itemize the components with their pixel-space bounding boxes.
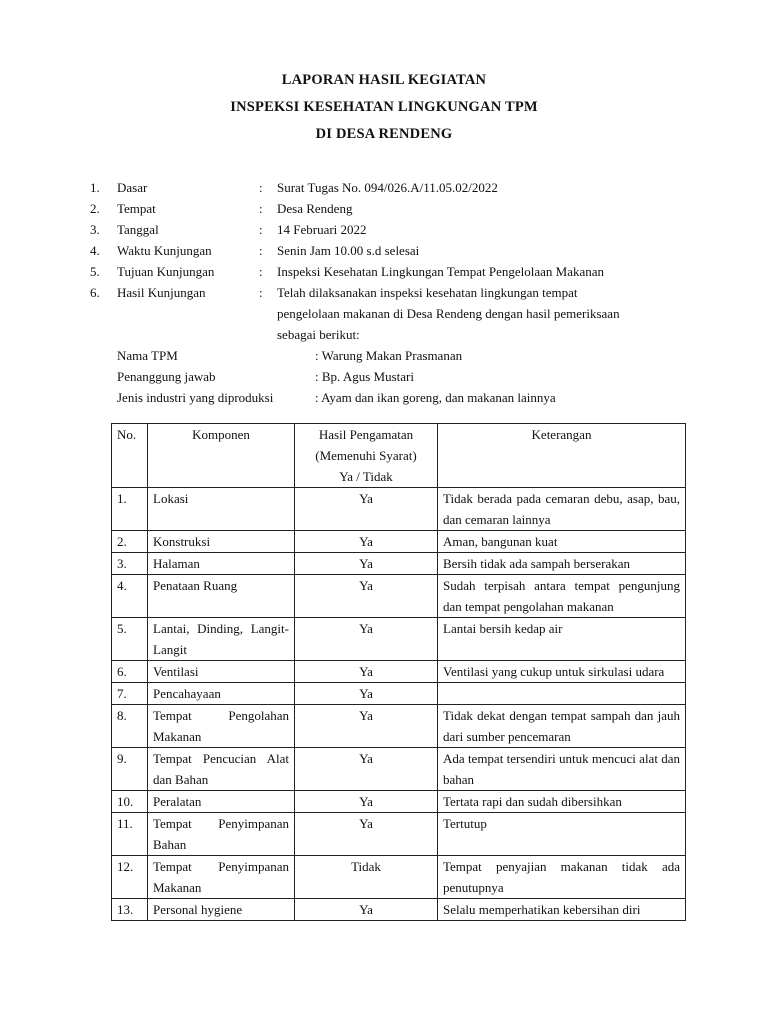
tpm-info-label: Nama TPM: [117, 348, 178, 363]
cell-hasil: Ya: [295, 488, 438, 531]
cell-no: 9.: [112, 748, 148, 791]
info-colon: :: [259, 243, 263, 258]
cell-hasil: Ya: [295, 531, 438, 553]
info-number: 2.: [90, 201, 100, 216]
cell-keterangan: Selalu memperhatikan kebersihan diri: [438, 899, 686, 921]
cell-keterangan: Aman, bangunan kuat: [438, 531, 686, 553]
cell-no: 4.: [112, 575, 148, 618]
table-row: [112, 856, 686, 899]
cell-hasil: Ya: [295, 899, 438, 921]
info-label: Waktu Kunjungan: [117, 243, 212, 258]
table-row: [112, 791, 686, 813]
cell-komponen: Ventilasi: [148, 661, 295, 683]
cell-keterangan: Ventilasi yang cukup untuk sirkulasi udara: [438, 661, 686, 683]
cell-no: 11.: [112, 813, 148, 856]
table-row: [112, 705, 686, 748]
cell-keterangan: [438, 683, 686, 705]
info-label: Dasar: [117, 180, 148, 195]
cell-komponen: Halaman: [148, 553, 295, 575]
cell-hasil: Ya: [295, 748, 438, 791]
inspection-table: [111, 423, 686, 921]
cell-komponen: Pencahayaan: [148, 683, 295, 705]
info-continuation-text: pengelolaan makanan di Desa Rendeng dengan hasil pemeriksaan: [277, 306, 620, 321]
report-title: LAPORAN HASIL KEGIATAN: [281, 72, 487, 88]
cell-keterangan: Tertata rapi dan sudah dibersihkan: [438, 791, 686, 813]
table-row: [112, 748, 686, 791]
info-label: Hasil Kunjungan: [117, 285, 206, 300]
cell-keterangan: Tidak berada pada cemaran debu, asap, bau, dan cemaran lainnya: [438, 488, 686, 531]
cell-komponen: Peralatan: [148, 791, 295, 813]
info-continuation-text: sebagai berikut:: [277, 327, 360, 342]
info-label: Tanggal: [117, 222, 159, 237]
cell-komponen: Lokasi: [148, 488, 295, 531]
cell-komponen: Personal hygiene: [148, 899, 295, 921]
info-label: Tujuan Kunjungan: [117, 264, 215, 279]
info-colon: :: [259, 285, 263, 300]
info-value: Desa Rendeng: [277, 201, 353, 216]
cell-no: 12.: [112, 856, 148, 899]
header-komponen: Komponen: [148, 424, 295, 488]
table-row: [112, 618, 686, 661]
header-no: No.: [112, 424, 148, 488]
info-value: 14 Februari 2022: [277, 222, 367, 237]
cell-hasil: Ya: [295, 575, 438, 618]
table-header-row: [112, 424, 686, 488]
header-hasil: [295, 424, 438, 488]
info-colon: :: [259, 222, 263, 237]
cell-komponen: Tempat Pengolahan Makanan: [148, 705, 295, 748]
cell-keterangan: Tempat penyajian makanan tidak ada penutupnya: [438, 856, 686, 899]
tpm-info-value: : Ayam dan ikan goreng, dan makanan lainnya: [315, 390, 556, 405]
header-hasil-line: Ya / Tidak: [339, 469, 393, 484]
cell-hasil: Ya: [295, 618, 438, 661]
cell-no: 10.: [112, 791, 148, 813]
table-row: [112, 813, 686, 856]
cell-komponen: Konstruksi: [148, 531, 295, 553]
tpm-info-label: Penanggung jawab: [117, 369, 216, 384]
cell-komponen: Tempat Penyimpanan Makanan: [148, 856, 295, 899]
cell-keterangan: Bersih tidak ada sampah berserakan: [438, 553, 686, 575]
info-number: 6.: [90, 285, 100, 300]
tpm-info-label: Jenis industri yang diproduksi: [117, 390, 274, 405]
cell-komponen: Lantai, Dinding, Langit-Langit: [148, 618, 295, 661]
cell-no: 2.: [112, 531, 148, 553]
table-row: [112, 531, 686, 553]
cell-hasil: Ya: [295, 791, 438, 813]
table-row: [112, 488, 686, 531]
cell-hasil: Tidak: [295, 856, 438, 899]
cell-no: 1.: [112, 488, 148, 531]
cell-no: 7.: [112, 683, 148, 705]
report-subtitle: INSPEKSI KESEHATAN LINGKUNGAN TPM: [230, 99, 538, 115]
info-colon: :: [259, 201, 263, 216]
table-row: [112, 575, 686, 618]
header-hasil-line: (Memenuhi Syarat): [315, 448, 417, 463]
cell-no: 8.: [112, 705, 148, 748]
cell-keterangan: Tidak dekat dengan tempat sampah dan jauh dari sumber pencemaran: [438, 705, 686, 748]
cell-keterangan: Ada tempat tersendiri untuk mencuci alat dan bahan: [438, 748, 686, 791]
cell-no: 13.: [112, 899, 148, 921]
cell-keterangan: Sudah terpisah antara tempat pengunjung dan tempat pengolahan makanan: [438, 575, 686, 618]
header-hasil-line: Hasil Pengamatan: [318, 427, 414, 442]
info-label: Tempat: [117, 201, 156, 216]
cell-komponen: Tempat Pencucian Alat dan Bahan: [148, 748, 295, 791]
cell-no: 5.: [112, 618, 148, 661]
info-number: 3.: [90, 222, 100, 237]
header-keterangan: Keterangan: [438, 424, 686, 488]
info-number: 1.: [90, 180, 100, 195]
info-colon: :: [259, 264, 263, 279]
cell-keterangan: Lantai bersih kedap air: [438, 618, 686, 661]
cell-no: 3.: [112, 553, 148, 575]
report-location: DI DESA RENDENG: [315, 126, 453, 142]
cell-hasil: Ya: [295, 553, 438, 575]
info-number: 4.: [90, 243, 100, 258]
tpm-info-value: : Warung Makan Prasmanan: [315, 348, 463, 363]
cell-hasil: Ya: [295, 683, 438, 705]
table-row: [112, 899, 686, 921]
info-value: Telah dilaksanakan inspeksi kesehatan lingkungan tempat: [277, 285, 578, 300]
info-value: Inspeksi Kesehatan Lingkungan Tempat Pengelolaan Makanan: [277, 264, 605, 279]
info-number: 5.: [90, 264, 100, 279]
cell-hasil: Ya: [295, 705, 438, 748]
table-row: [112, 683, 686, 705]
cell-no: 6.: [112, 661, 148, 683]
cell-hasil: Ya: [295, 661, 438, 683]
info-colon: :: [259, 180, 263, 195]
table-row: [112, 661, 686, 683]
tpm-info-value: : Bp. Agus Mustari: [315, 369, 414, 384]
cell-hasil: Ya: [295, 813, 438, 856]
table-row: [112, 553, 686, 575]
cell-komponen: Tempat Penyimpanan Bahan: [148, 813, 295, 856]
cell-keterangan: Tertutup: [438, 813, 686, 856]
info-value: Senin Jam 10.00 s.d selesai: [277, 243, 420, 258]
info-value: Surat Tugas No. 094/026.A/11.05.02/2022: [277, 180, 498, 195]
cell-komponen: Penataan Ruang: [148, 575, 295, 618]
